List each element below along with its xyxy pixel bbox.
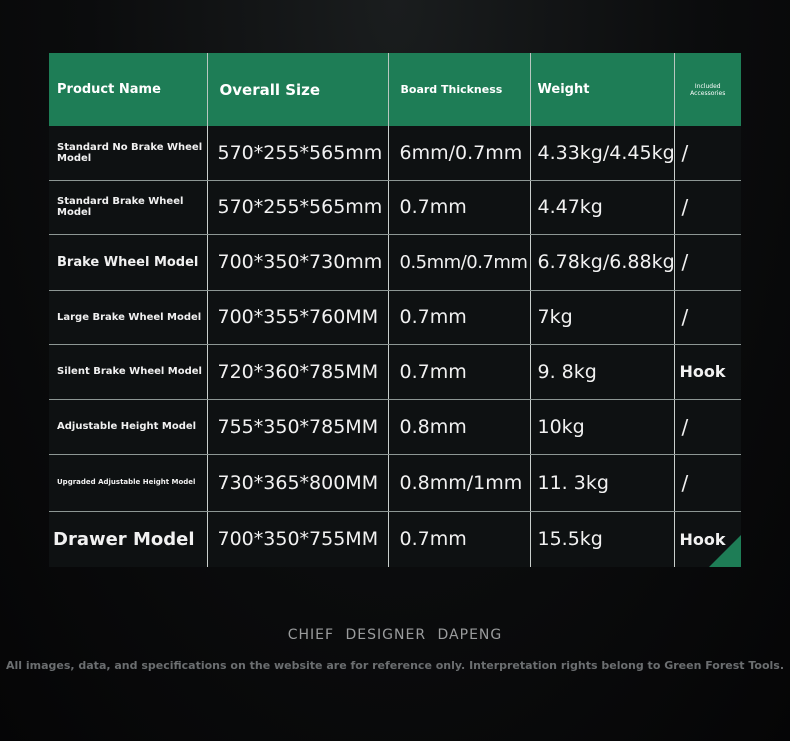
table-row (49, 344, 741, 399)
row-accessories: Hook (679, 529, 726, 549)
table-row (49, 511, 741, 567)
row-weight: 11. 3kg (530, 454, 674, 511)
spec-table (49, 53, 741, 567)
row-overall-size: 570*255*565mm (207, 180, 388, 234)
header-weight: Weight (530, 53, 674, 126)
row-board-thickness: 0.7mm (388, 290, 530, 344)
row-product-name: Large Brake Wheel Model (49, 290, 207, 344)
row-weight: 4.47kg (530, 180, 674, 234)
table-row (49, 180, 741, 234)
row-accessories: / (674, 234, 741, 290)
table-row (49, 290, 741, 344)
row-weight: 15.5kg (530, 511, 674, 567)
designer-credit: CHIEF DESIGNER DAPENG (287, 627, 503, 643)
table-row (49, 454, 741, 511)
row-weight: 7kg (530, 290, 674, 344)
row-accessories: / (674, 399, 741, 454)
row-weight: 10kg (530, 399, 674, 454)
row-weight: 9. 8kg (530, 344, 674, 399)
row-accessories: / (674, 126, 741, 180)
spec-table-container (49, 53, 741, 567)
row-overall-size: 700*350*730mm (207, 234, 388, 290)
row-overall-size: 730*365*800MM (207, 454, 388, 511)
table-row (49, 126, 741, 180)
row-product-name: Silent Brake Wheel Model (49, 344, 207, 399)
header-included-line1: Included (694, 82, 721, 90)
header-board-thickness: Board Thickness (388, 53, 530, 126)
row-board-thickness: 0.7mm (388, 344, 530, 399)
row-product-name: Standard Brake Wheel Model (49, 180, 207, 234)
row-board-thickness: 0.7mm (388, 180, 530, 234)
row-overall-size: 700*350*755MM (207, 511, 388, 567)
corner-accent (709, 535, 741, 567)
row-overall-size: 720*360*785MM (207, 344, 388, 399)
row-accessories: / (674, 180, 741, 234)
header-overall-size: Overall Size (207, 53, 388, 126)
row-product-name: Drawer Model (49, 511, 207, 567)
row-weight: 4.33kg/4.45kg (530, 126, 674, 180)
header-included-accessories (674, 53, 741, 126)
row-board-thickness: 0.8mm/1mm (388, 454, 530, 511)
disclaimer-text: All images, data, and specifications on the website are for reference only. Interpretation rights belong to Green Forest Tools. (5, 659, 785, 672)
row-board-thickness: 0.7mm (388, 511, 530, 567)
row-product-name: Standard No Brake Wheel Model (49, 126, 207, 180)
row-overall-size: 755*350*785MM (207, 399, 388, 454)
row-board-thickness: 6mm/0.7mm (388, 126, 530, 180)
row-overall-size: 570*255*565mm (207, 126, 388, 180)
table-row (49, 399, 741, 454)
row-product-name: Adjustable Height Model (49, 399, 207, 454)
table-header-row (49, 53, 741, 126)
row-product-name: Upgraded Adjustable Height Model (49, 454, 207, 511)
row-product-name: Brake Wheel Model (49, 234, 207, 290)
row-board-thickness: 0.8mm (388, 399, 530, 454)
header-included-line2: Accessories (690, 89, 726, 97)
header-product-name: Product Name (49, 53, 207, 126)
row-accessories: / (674, 454, 741, 511)
table-row (49, 234, 741, 290)
row-accessories: Hook (674, 344, 741, 399)
row-accessories: / (674, 290, 741, 344)
row-overall-size: 700*355*760MM (207, 290, 388, 344)
row-board-thickness: 0.5mm/0.7mm (388, 234, 530, 290)
row-weight: 6.78kg/6.88kg (530, 234, 674, 290)
